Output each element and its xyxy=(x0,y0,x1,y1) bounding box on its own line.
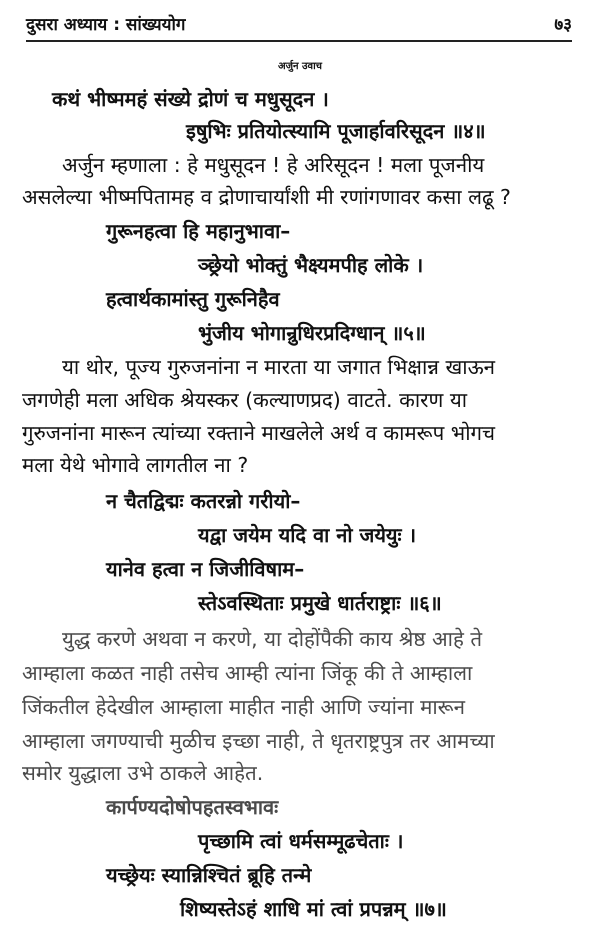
verse-7-line-2: पृच्छामि त्वां धर्मसम्मूढचेताः । xyxy=(198,829,404,853)
verse-7-line-1: कार्पण्यदोषोपहतस्वभावः xyxy=(106,795,279,819)
speaker-heading: अर्जुन उवाच xyxy=(277,61,323,72)
translation-6-line-1: युद्ध करणे अथवा न करणे, या दोहोंपैकी काय श्रेष्ठ आहे ते xyxy=(62,627,483,651)
translation-5-line-2: जगणेही मला अधिक श्रेयस्कर (कल्याणप्रद) वाटते. कारण या xyxy=(22,388,468,412)
translation-4-line-1: अर्जुन म्हणाला : हे मधुसूदन ! हे अरिसूदन ! मला पूजनीय xyxy=(62,153,485,177)
verse-5-line-3: हत्वार्थकामांस्तु गुरूनिहैव xyxy=(106,287,280,311)
translation-6-line-3: जिंकतील हेदेखील आम्हाला माहीत नाही आणि ज्यांना मारून xyxy=(22,695,465,719)
verse-6-line-1: न चैतद्विद्मः कतरन्नो गरीयो– xyxy=(106,489,301,513)
translation-5-line-4: मला येथे भोगावे लागतील ना ? xyxy=(22,453,249,477)
verse-6-line-2: यद्वा जयेम यदि वा नो जयेयुः । xyxy=(198,523,417,547)
verse-4-line-1: कथं भीष्ममहं संख्ये द्रोणं च मधुसूदन । xyxy=(52,87,329,111)
verse-5-line-4: भुंजीय भोगान्रुधिरप्रदिग्धान् ॥५॥ xyxy=(198,321,426,345)
page-header xyxy=(26,6,572,42)
verse-4-line-2: इषुभिः प्रतियोत्स्यामि पूजार्हावरिसूदन ॥४॥ xyxy=(186,119,486,143)
page-number: ७३ xyxy=(554,14,572,35)
verse-5-line-1: गुरूनहत्वा हि महानुभावा– xyxy=(106,219,291,243)
verse-7-line-3: यच्छ्रेयः स्यान्निश्चितं ब्रूहि तन्मे xyxy=(106,863,312,887)
translation-6-line-2: आम्हाला कळत नाही तसेच आम्ही त्यांना जिंकू की ते आम्हाला xyxy=(22,661,473,685)
translation-6-line-4: आम्हाला जगण्याची मुळीच इच्छा नाही, ते धृतराष्ट्रपुत्र तर आमच्या xyxy=(22,729,495,753)
verse-7-line-4: शिष्यस्तेऽहं शाधि मां त्वां प्रपन्नम् ॥७॥ xyxy=(180,897,447,921)
translation-4-line-2: असलेल्या भीष्मपितामह व द्रोणाचार्यांशी मी रणांगणावर कसा लढू ? xyxy=(22,185,511,209)
verse-5-line-2: ञ्छ्रेयो भोक्तुं भैक्ष्यमपीह लोके । xyxy=(198,253,424,277)
verse-6-line-4: स्तेऽवस्थिताः प्रमुखे धार्तराष्ट्राः ॥६॥ xyxy=(198,591,442,615)
translation-6-line-5: समोर युद्धाला उभे ठाकले आहेत. xyxy=(22,761,264,785)
translation-5-line-3: गुरुजनांना मारून त्यांच्या रक्ताने माखलेले अर्थ व कामरूप भोगच xyxy=(22,421,496,445)
verse-6-line-3: यानेव हत्वा न जिजीविषाम– xyxy=(106,557,305,581)
translation-5-line-1: या थोर, पूज्य गुरुजनांना न मारता या जगात भिक्षान्न खाऊन xyxy=(62,355,496,379)
chapter-title: दुसरा अध्याय : सांख्ययोग xyxy=(26,14,186,35)
